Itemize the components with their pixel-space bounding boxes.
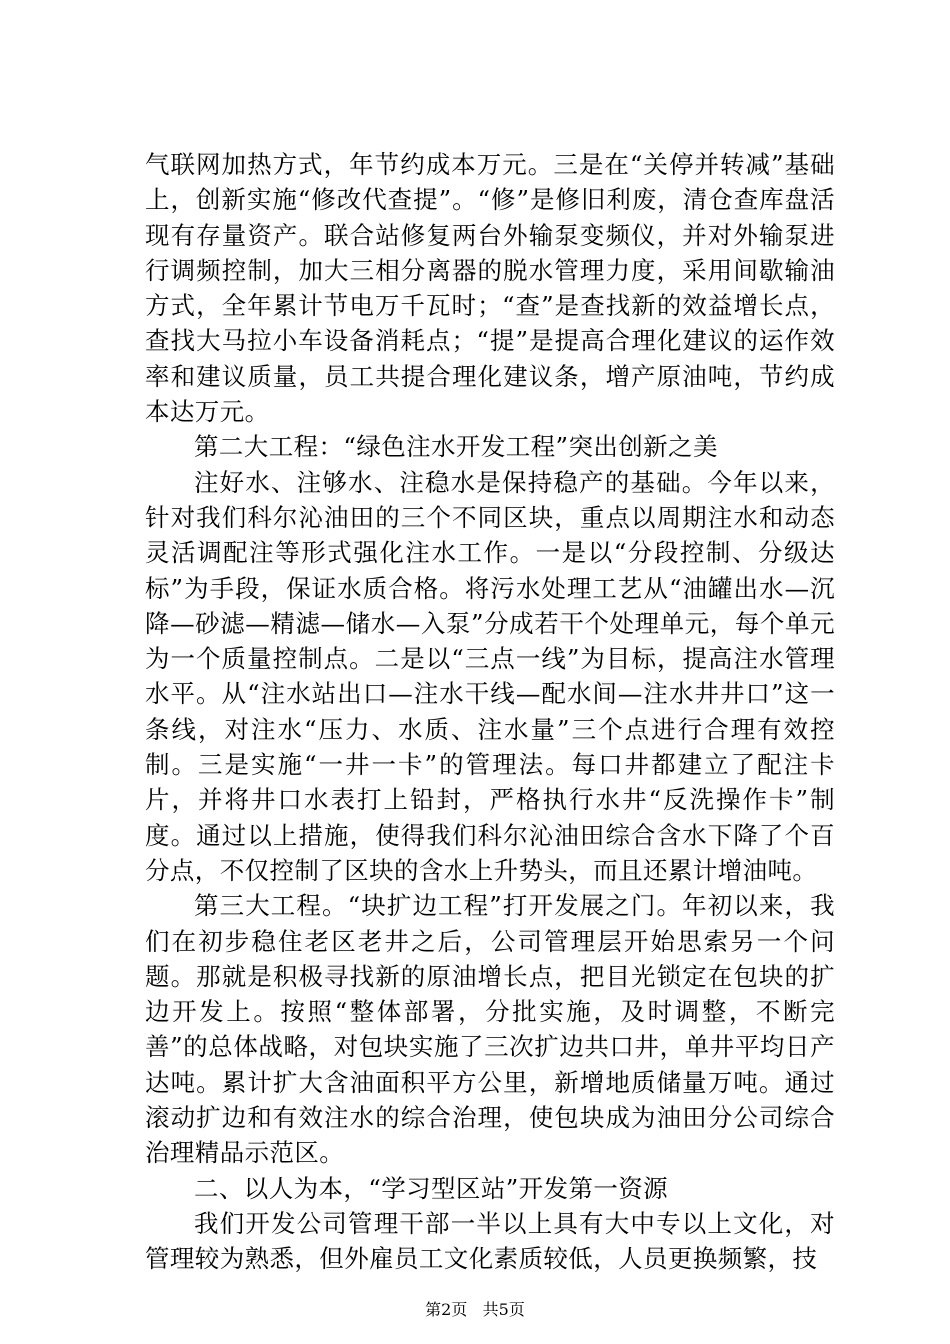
paragraph-water-injection: 注好水、注够水、注稳水是保持稳产的基础。今年以来，针对我们科尔沁油田的三个不同区块，重点以周期注水和动态灵活调配注等形式强化注水工作。一是以“分段控制、分级达标”为手段，保证水质合格。将污水处理工艺从“油罐出水—沉降—砂滤—精滤—储水—入泵”分成若干个处理单元，每个单元为一个质量控制点。二是以“三点一线”为目标，提高注水管理水平。从“注水站出口—注水干线—配水间—注水井井口”这一条线，对注水“压力、水质、注水量”三个点进行合理有效控制。三是实施“一井一卡”的管理法。每口井都建立了配注卡片，并将井口水表打上铅封，严格执行水井“反洗操作卡”制度。通过以上措施，使得我们科尔沁油田综合含水下降了个百分点，不仅控制了区块的含水上升势头，而且还累计增油吨。 — [145, 467, 835, 885]
page-spacer — [472, 1300, 477, 1319]
page-number: 第2页 — [425, 1300, 468, 1319]
page-footer — [0, 1300, 950, 1320]
document-body — [145, 147, 835, 1277]
paragraph-third-project: 第三大工程。“块扩边工程”打开发展之门。年初以来，我们在初步稳住老区老井之后，公司管理层开始思索另一个问题。那就是积极寻找新的原油增长点，把目光锁定在包块的扩边开发上。按照“整体部署，分批实施，及时调整，不断完善”的总体战略，对包块实施了三次扩边共口井，单井平均日产达吨。累计扩大含油面积平方公里，新增地质储量万吨。通过滚动扩边和有效注水的综合治理，使包块成为油田分公司综合治理精品示范区。 — [145, 891, 835, 1168]
section-heading-people-oriented: 二、以人为本，“学习型区站”开发第一资源 — [194, 1173, 669, 1203]
section-heading-second-project: 第二大工程：“绿色注水开发工程”突出创新之美 — [194, 432, 718, 462]
paragraph-continued: 气联网加热方式，年节约成本万元。三是在“关停并转减”基础上，创新实施“修改代查提”。“修”是修旧利废，清仓查库盘活现有存量资产。联合站修复两台外输泵变频仪，并对外输泵进行调频控制，加大三相分离器的脱水管理力度，采用间歇输油方式，全年累计节电万千瓦时；“查”是查找新的效益增长点，查找大马拉小车设备消耗点；“提”是提高合理化建议的运作效率和建议质量，员工共提合理化建议条，增产原油吨，节约成本达万元。 — [145, 150, 835, 427]
paragraph-management-staff: 我们开发公司管理干部一半以上具有大中专以上文化，对管理较为熟悉，但外雇员工文化素质较低，人员更换频繁，技 — [145, 1208, 835, 1274]
total-pages: 共5页 — [482, 1300, 525, 1319]
